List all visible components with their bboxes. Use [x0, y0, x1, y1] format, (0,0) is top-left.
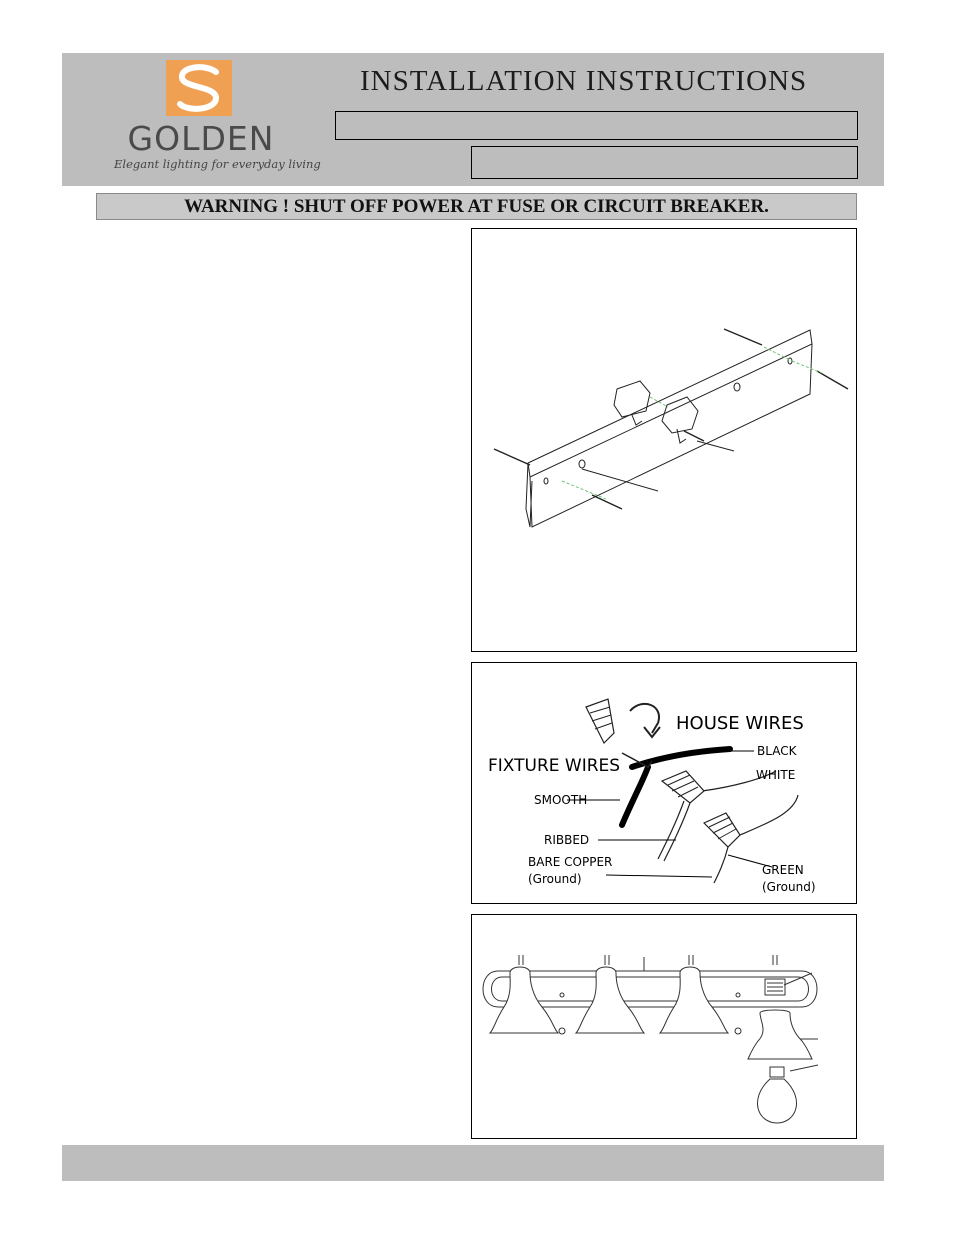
fixture-wires-label: FIXTURE WIRES [488, 756, 621, 776]
golden-logo [114, 59, 321, 181]
logo-name: GOLDEN [127, 119, 275, 158]
ground-right-label: (Ground) [762, 880, 816, 894]
white-wire-label: WHITE [756, 768, 796, 782]
mounting-plate-front [530, 344, 812, 527]
description-field [471, 146, 858, 179]
green-wire-label: GREEN [762, 863, 804, 877]
wiring-diagram [471, 662, 857, 904]
warning-banner: WARNING ! SHUT OFF POWER AT FUSE OR CIRCUIT BREAKER. [96, 193, 857, 220]
page-title: INSTALLATION INSTRUCTIONS [360, 65, 808, 97]
bare-copper-label: BARE COPPER [528, 855, 613, 869]
logo-tagline: Elegant lighting for everyday living [114, 157, 321, 171]
smooth-wire-label: SMOOTH [534, 793, 588, 807]
fixture-assembly-diagram [471, 914, 857, 1139]
footer-band [62, 1145, 884, 1181]
header-band [62, 53, 884, 186]
ribbed-wire-label: RIBBED [544, 833, 590, 847]
ground-left-label: (Ground) [528, 872, 582, 886]
black-wire-label: BLACK [757, 744, 797, 758]
mounting-diagram [471, 228, 857, 652]
logo-emblem-icon [166, 60, 232, 116]
model-field [335, 111, 858, 140]
house-wires-label: HOUSE WIRES [676, 713, 804, 734]
